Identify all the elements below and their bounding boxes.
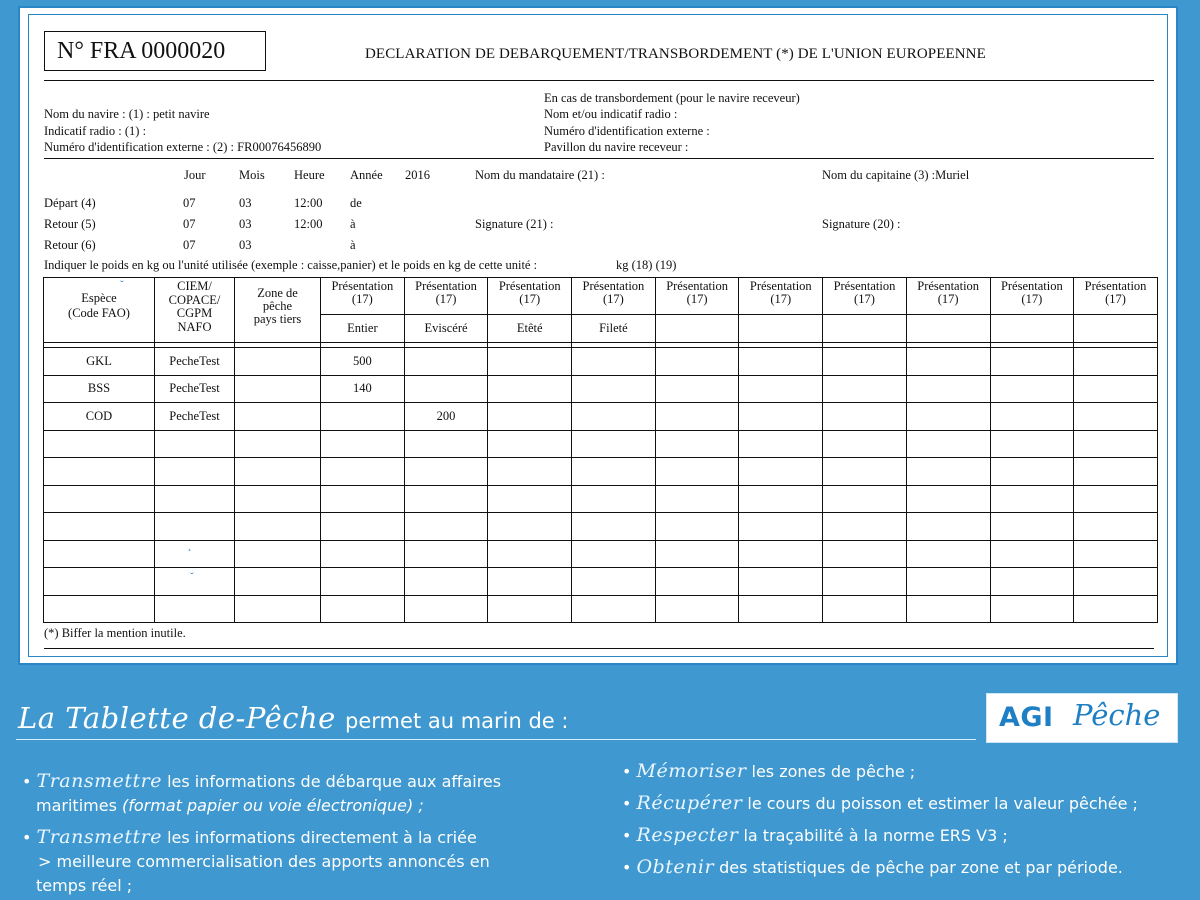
form-frame — [18, 6, 1178, 665]
empty-cell — [321, 430, 405, 458]
weight-cell — [823, 403, 907, 431]
col-mois: Mois — [239, 168, 265, 182]
empty-cell — [321, 595, 405, 623]
empty-cell — [321, 568, 405, 596]
retour6-prep: à — [350, 238, 356, 252]
empty-cell — [990, 485, 1074, 513]
empty-cell — [906, 595, 990, 623]
bullet-keyword: Récupérer — [636, 792, 743, 814]
presentation-sublabel: Entier — [321, 315, 405, 343]
bullet-text: les zones de pêche ; — [751, 762, 916, 781]
empty-cell — [572, 458, 656, 486]
header-espece-line2: (Code FAO) — [68, 306, 130, 320]
weight-cell — [739, 375, 823, 403]
depart-mois: 03 — [239, 196, 252, 210]
divider — [44, 158, 1154, 159]
empty-cell — [44, 485, 155, 513]
headline-script: La Tablette de-Pêche — [18, 701, 336, 735]
capitaine-name: Nom du capitaine (3) :Muriel — [822, 168, 970, 182]
empty-cell — [488, 430, 572, 458]
header-zone-line1: Zone de — [257, 286, 298, 300]
empty-cell — [321, 513, 405, 541]
bullet-text: temps réel ; — [36, 876, 133, 895]
weight-cell: 140 — [321, 375, 405, 403]
retour5-label: Retour (5) — [44, 217, 96, 231]
weight-cell — [655, 403, 739, 431]
presentation-sublabel: Fileté — [572, 315, 656, 343]
empty-cell — [321, 458, 405, 486]
bullet-keyword: Respecter — [636, 824, 739, 846]
bullet-text: la traçabilité à la norme ERS V3 ; — [743, 826, 1008, 845]
col-jour: Jour — [184, 168, 206, 182]
col-heure: Heure — [294, 168, 325, 182]
year-value: 2016 — [405, 168, 430, 182]
table-row — [44, 513, 1158, 541]
depart-prep: de — [350, 196, 362, 210]
header-presentation — [1074, 278, 1158, 315]
weight-cell — [572, 375, 656, 403]
right-bullet-1: • Mémoriser les zones de pêche ; — [622, 760, 916, 782]
empty-cell — [990, 595, 1074, 623]
presentation-label: Présentation — [582, 279, 645, 293]
empty-cell — [572, 430, 656, 458]
form-number: N° FRA 0000020 — [44, 31, 266, 71]
presentation-sublabel: Etêté — [488, 315, 572, 343]
empty-cell — [990, 458, 1074, 486]
empty-cell — [655, 513, 739, 541]
retour5-jour: 07 — [183, 217, 196, 231]
weight-cell — [990, 348, 1074, 376]
table-row — [44, 348, 1158, 376]
empty-cell — [404, 458, 488, 486]
weight-cell — [404, 348, 488, 376]
promo-panel — [0, 665, 1200, 900]
bullet-keyword: Transmettre — [36, 826, 162, 848]
empty-cell — [155, 540, 235, 568]
presentation-ref: (17) — [854, 292, 875, 306]
empty-cell — [488, 568, 572, 596]
table-row — [44, 568, 1158, 596]
presentation-ref: (17) — [435, 292, 457, 306]
empty-cell — [321, 540, 405, 568]
empty-cell — [321, 485, 405, 513]
species-code-cell: BSS — [44, 375, 155, 403]
empty-cell — [1074, 568, 1158, 596]
presentation-ref: (17) — [686, 292, 708, 306]
weight-unit: kg (18) (19) — [616, 258, 677, 272]
empty-cell — [404, 485, 488, 513]
weight-cell — [572, 403, 656, 431]
depart-heure: 12:00 — [294, 196, 323, 210]
presentation-label: Présentation — [415, 279, 477, 293]
empty-cell — [1074, 595, 1158, 623]
presentation-ref: (17) — [602, 292, 624, 306]
empty-cell — [823, 485, 907, 513]
empty-cell — [235, 568, 321, 596]
empty-cell — [155, 513, 235, 541]
empty-cell — [155, 568, 235, 596]
bullet-italic: (format papier ou voie électronique) ; — [121, 796, 424, 815]
presentation-label: Présentation — [917, 279, 980, 293]
empty-cell — [823, 513, 907, 541]
logo-peche: Pêche — [1073, 698, 1161, 732]
presentation-ref: (17) — [1021, 292, 1043, 306]
weight-cell — [1074, 403, 1158, 431]
third-country-zone-cell — [235, 348, 321, 376]
header-presentation — [990, 278, 1074, 315]
bullet-text: des statistiques de pêche par zone et par période. — [719, 858, 1123, 877]
header-presentation — [906, 278, 990, 315]
empty-cell — [823, 540, 907, 568]
presentation-label: Présentation — [331, 279, 394, 293]
agi-peche-logo — [986, 693, 1178, 743]
empty-cell — [1074, 540, 1158, 568]
weight-cell — [990, 375, 1074, 403]
empty-cell — [990, 430, 1074, 458]
empty-cell — [655, 568, 739, 596]
presentation-label: Présentation — [749, 279, 812, 293]
right-bullet-3: • Respecter la traçabilité à la norme ERS V3 ; — [622, 824, 1008, 846]
header-zone-line3: pays tiers — [253, 312, 302, 326]
header-presentation — [572, 278, 656, 315]
header-ciem-line4: NAFO — [177, 319, 212, 334]
empty-cell — [1074, 430, 1158, 458]
header-presentation — [488, 278, 572, 315]
transship-radio-name: Nom et/ou indicatif radio : — [544, 107, 678, 121]
logo-agi: AGI — [999, 702, 1054, 733]
presentation-sublabel — [1074, 315, 1158, 343]
empty-cell — [739, 458, 823, 486]
weight-cell — [488, 348, 572, 376]
header-presentation — [321, 278, 405, 315]
presentation-sublabel — [990, 315, 1074, 343]
weight-cell — [488, 403, 572, 431]
catch-table — [43, 277, 1158, 623]
empty-cell — [906, 540, 990, 568]
empty-cell — [404, 595, 488, 623]
empty-cell — [906, 430, 990, 458]
empty-cell — [44, 568, 155, 596]
header-ciem-line3: CGPM — [176, 306, 213, 320]
table-row — [44, 540, 1158, 568]
divider — [44, 648, 1154, 649]
retour6-mois: 03 — [239, 238, 252, 252]
empty-cell — [488, 485, 572, 513]
right-bullet-4: • Obtenir des statistiques de pêche par zone et par période. — [622, 856, 1123, 878]
depart-jour: 07 — [183, 196, 196, 210]
empty-cell — [404, 513, 488, 541]
empty-cell — [739, 540, 823, 568]
weight-cell — [1074, 348, 1158, 376]
col-annee: Année — [350, 168, 383, 182]
header-presentation — [404, 278, 488, 315]
header-zone-line2: pêche — [262, 299, 293, 313]
empty-cell — [823, 568, 907, 596]
divider — [44, 80, 1154, 81]
form-title: DECLARATION DE DEBARQUEMENT/TRANSBORDEMENT (*) DE L'UNION EUROPEENNE — [365, 46, 986, 62]
weight-cell — [906, 348, 990, 376]
footnote: (*) Biffer la mention inutile. — [44, 626, 186, 640]
empty-cell — [155, 595, 235, 623]
pen-mark: ˇ — [120, 279, 124, 291]
header-zone — [235, 278, 321, 343]
presentation-ref: (17) — [1105, 292, 1126, 306]
zone-cell: PecheTest — [155, 403, 235, 431]
presentation-sublabel — [906, 315, 990, 343]
empty-cell — [655, 485, 739, 513]
right-bullet-2: • Récupérer le cours du poisson et estimer la valeur pêchée ; — [622, 792, 1138, 814]
presentation-label: Présentation — [1084, 279, 1147, 293]
presentation-sublabel — [739, 315, 823, 343]
transship-header: En cas de transbordement (pour le navire receveur) — [544, 91, 800, 105]
header-presentation — [823, 278, 907, 315]
empty-cell — [1074, 485, 1158, 513]
signature-21: Signature (21) : — [475, 217, 554, 231]
bullet-keyword: Obtenir — [636, 856, 715, 878]
empty-cell — [235, 430, 321, 458]
header-espece — [44, 278, 155, 343]
presentation-sublabel: Eviscéré — [404, 315, 488, 343]
transship-ext-id: Numéro d'identification externe : — [544, 124, 710, 138]
declaration-form — [20, 8, 1180, 667]
empty-cell — [906, 485, 990, 513]
weight-cell — [739, 348, 823, 376]
empty-cell — [823, 458, 907, 486]
bullet-text: les informations directement à la criée — [167, 828, 477, 847]
zone-cell: PecheTest — [155, 348, 235, 376]
transship-flag: Pavillon du navire receveur : — [544, 140, 689, 154]
presentation-label: Présentation — [666, 279, 728, 293]
presentation-ref: (17) — [519, 292, 541, 306]
empty-cell — [655, 458, 739, 486]
weight-cell — [823, 375, 907, 403]
retour5-prep: à — [350, 217, 356, 231]
vessel-ext-id: Numéro d'identification externe : (2) : FR00076456890 — [44, 140, 322, 154]
empty-cell — [235, 458, 321, 486]
weight-cell — [1074, 375, 1158, 403]
retour6-jour: 07 — [183, 238, 196, 252]
headline-rest: permet au marin de : — [345, 709, 569, 733]
empty-cell — [739, 485, 823, 513]
empty-cell — [572, 513, 656, 541]
empty-cell — [655, 540, 739, 568]
presentation-label: Présentation — [1000, 279, 1063, 293]
empty-cell — [235, 513, 321, 541]
weight-cell — [739, 403, 823, 431]
presentation-ref: (17) — [770, 292, 792, 306]
weight-cell — [655, 375, 739, 403]
empty-cell — [739, 430, 823, 458]
empty-cell — [990, 513, 1074, 541]
depart-label: Départ (4) — [44, 196, 96, 210]
empty-cell — [823, 430, 907, 458]
empty-cell — [655, 595, 739, 623]
presentation-label: Présentation — [833, 279, 896, 293]
retour5-mois: 03 — [239, 217, 252, 231]
table-row — [44, 403, 1158, 431]
table-row — [44, 458, 1158, 486]
empty-cell — [990, 540, 1074, 568]
third-country-zone-cell — [235, 375, 321, 403]
retour5-heure: 12:00 — [294, 217, 323, 231]
species-code-cell: GKL — [44, 348, 155, 376]
vessel-name: Nom du navire : (1) : petit navire — [44, 107, 210, 121]
zone-cell: PecheTest — [155, 375, 235, 403]
header-ciem-line1: CIEM/ — [177, 279, 212, 293]
weight-cell — [404, 375, 488, 403]
bullet-text: le cours du poisson et estimer la valeur pêchée ; — [747, 794, 1138, 813]
weight-cell — [321, 403, 405, 431]
signature-20: Signature (20) : — [822, 217, 901, 231]
header-presentation — [655, 278, 739, 315]
empty-cell — [235, 540, 321, 568]
weight-cell — [488, 375, 572, 403]
header-presentation — [739, 278, 823, 315]
empty-cell — [404, 540, 488, 568]
table-row — [44, 430, 1158, 458]
bullet-text: maritimes — [36, 796, 122, 815]
presentation-ref: (17) — [351, 292, 373, 306]
species-code-cell: COD — [44, 403, 155, 431]
retour6-label: Retour (6) — [44, 238, 96, 252]
empty-cell — [488, 458, 572, 486]
weight-cell — [572, 348, 656, 376]
pen-mark: ˛ — [188, 540, 192, 552]
empty-cell — [990, 568, 1074, 596]
empty-cell — [1074, 458, 1158, 486]
empty-cell — [44, 540, 155, 568]
bullet-keyword: Transmettre — [36, 770, 162, 792]
empty-cell — [739, 595, 823, 623]
presentation-sublabel — [655, 315, 739, 343]
vessel-radio: Indicatif radio : (1) : — [44, 124, 147, 138]
headline-underline — [16, 739, 976, 740]
table-row — [44, 595, 1158, 623]
third-country-zone-cell — [235, 403, 321, 431]
table-row — [44, 485, 1158, 513]
empty-cell — [739, 513, 823, 541]
empty-cell — [488, 513, 572, 541]
presentation-label: Présentation — [498, 279, 561, 293]
weight-cell — [655, 348, 739, 376]
empty-cell — [1074, 513, 1158, 541]
empty-cell — [655, 430, 739, 458]
header-espece-line1: Espèce — [81, 291, 117, 305]
bullet-keyword: Mémoriser — [636, 760, 747, 782]
empty-cell — [488, 595, 572, 623]
empty-cell — [572, 485, 656, 513]
empty-cell — [739, 568, 823, 596]
empty-cell — [235, 595, 321, 623]
mandataire-name: Nom du mandataire (21) : — [475, 168, 605, 182]
empty-cell — [44, 595, 155, 623]
bullet-text: > meilleure commercialisation des apports annoncés en — [38, 852, 490, 871]
empty-cell — [906, 458, 990, 486]
empty-cell — [44, 513, 155, 541]
empty-cell — [44, 430, 155, 458]
presentation-sublabel — [823, 315, 907, 343]
empty-cell — [155, 430, 235, 458]
header-ciem — [155, 278, 235, 343]
table-row — [44, 375, 1158, 403]
weight-note: Indiquer le poids en kg ou l'unité utilisée (exemple : caisse,panier) et le poids en kg de cette unité : — [44, 258, 538, 272]
empty-cell — [572, 568, 656, 596]
weight-cell — [906, 403, 990, 431]
empty-cell — [44, 458, 155, 486]
left-bullet-1: • Transmettre les informations de débarque aux affaires maritimes (format papier ou voie électronique) ; — [22, 770, 502, 815]
empty-cell — [155, 485, 235, 513]
empty-cell — [235, 485, 321, 513]
presentation-ref: (17) — [937, 292, 959, 306]
empty-cell — [404, 568, 488, 596]
header-ciem-line2: COPACE/ — [168, 292, 221, 307]
empty-cell — [404, 430, 488, 458]
empty-cell — [906, 568, 990, 596]
weight-cell — [906, 375, 990, 403]
empty-cell — [155, 458, 235, 486]
bullet-text: les informations de débarque aux affaires — [167, 772, 502, 791]
empty-cell — [823, 595, 907, 623]
weight-cell: 200 — [404, 403, 488, 431]
empty-cell — [572, 595, 656, 623]
weight-cell — [990, 403, 1074, 431]
weight-cell: 500 — [321, 348, 405, 376]
empty-cell — [488, 540, 572, 568]
promo-headline — [18, 701, 568, 738]
weight-cell — [823, 348, 907, 376]
left-bullet-2: • Transmettre les informations directement à la criée > meilleure commercialisation des apports annoncés en temps réel ; — [22, 826, 490, 895]
empty-cell — [906, 513, 990, 541]
empty-cell — [572, 540, 656, 568]
pen-mark: ˇ — [190, 571, 194, 583]
